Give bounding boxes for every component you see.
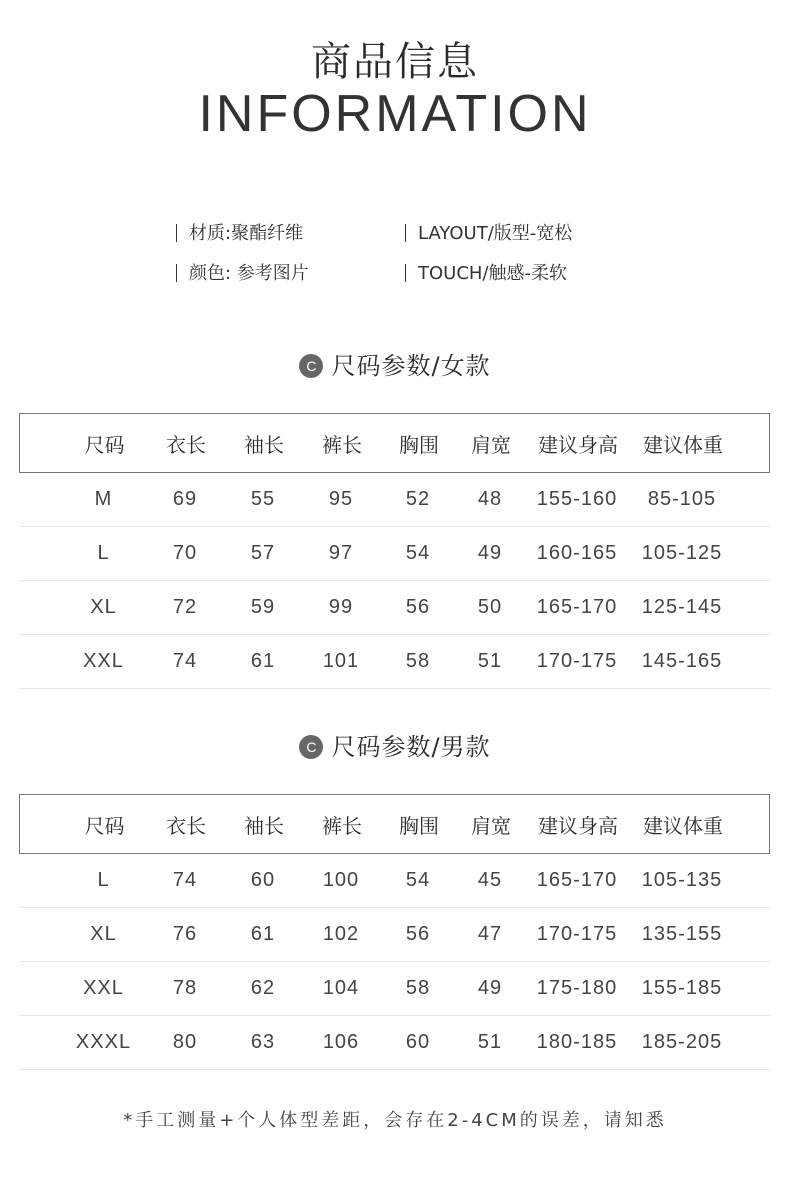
header-cell: 衣长 [166, 432, 206, 457]
table-cell: 99 [328, 596, 354, 618]
header-cell: 肩宽 [471, 813, 511, 838]
table-row [19, 635, 770, 689]
header-cell: 建议体重 [643, 432, 723, 457]
info-touch [405, 259, 567, 285]
header-cell: 裤长 [322, 432, 362, 457]
table-cell: 54 [405, 542, 431, 564]
table-cell: XXXL [75, 1031, 132, 1053]
table-cell: 59 [250, 596, 276, 618]
table-cell: 63 [250, 1031, 276, 1053]
header-cell: 衣长 [166, 813, 206, 838]
women-section-title-text: 尺码参数/女款 [331, 352, 491, 380]
table-cell: XXL [83, 977, 124, 999]
table-cell: 155-185 [641, 977, 723, 999]
men-size-table [19, 794, 770, 1070]
page-subtitle: INFORMATION [198, 85, 592, 143]
header-cell: 袖长 [244, 432, 284, 457]
table-cell: 106 [322, 1031, 360, 1053]
table-cell: XL [90, 923, 117, 945]
table-cell: 180-185 [536, 1031, 618, 1053]
table-cell: 100 [322, 869, 360, 891]
table-cell: 101 [322, 650, 360, 672]
table-cell: XXL [83, 650, 124, 672]
table-cell: 175-180 [536, 977, 618, 999]
table-cell: 51 [477, 650, 503, 672]
table-cell: 105-135 [641, 869, 723, 891]
table-cell: 60 [250, 869, 276, 891]
copyright-icon: C [299, 354, 323, 378]
table-header [19, 413, 770, 473]
divider-bar [405, 264, 406, 282]
info-layout [405, 219, 572, 245]
info-color-text: 颜色: 参考图片 [189, 263, 309, 284]
table-cell: 58 [405, 977, 431, 999]
table-cell: 125-145 [641, 596, 723, 618]
table-header [19, 794, 770, 854]
info-layout-text: LAYOUT/版型-宽松 [418, 223, 573, 244]
header-cell: 裤长 [322, 813, 362, 838]
measurement-note: *手工测量+个人体型差距，会存在2-4CM的误差，请知悉 [123, 1110, 667, 1131]
table-row [19, 1016, 770, 1070]
header-cell: 胸围 [399, 813, 439, 838]
table-cell: XL [90, 596, 117, 618]
table-cell: 56 [405, 923, 431, 945]
table-cell: 47 [477, 923, 503, 945]
table-row [19, 962, 770, 1016]
table-cell: 102 [322, 923, 360, 945]
table-cell: 72 [172, 596, 198, 618]
table-cell: 104 [322, 977, 360, 999]
page-title: 商品信息 [311, 39, 479, 85]
header-cell: 建议身高 [538, 432, 618, 457]
header-cell: 尺码 [84, 432, 125, 457]
table-cell: 69 [172, 488, 198, 510]
table-cell: 61 [250, 923, 276, 945]
table-cell: 61 [250, 650, 276, 672]
table-cell: 60 [405, 1031, 431, 1053]
table-cell: 76 [172, 923, 198, 945]
table-cell: 165-170 [536, 869, 618, 891]
table-cell: 62 [250, 977, 276, 999]
table-cell: 155-160 [536, 488, 618, 510]
table-cell: 45 [477, 869, 503, 891]
table-cell: 52 [405, 488, 431, 510]
table-body [19, 473, 770, 689]
table-cell: L [97, 869, 110, 891]
table-cell: 80 [172, 1031, 198, 1053]
header-cell: 建议体重 [643, 813, 723, 838]
table-cell: 58 [405, 650, 431, 672]
info-touch-text: TOUCH/触感-柔软 [418, 263, 568, 284]
table-cell: 55 [250, 488, 276, 510]
table-cell: 70 [172, 542, 198, 564]
table-cell: 50 [477, 596, 503, 618]
header-cell: 胸围 [399, 432, 439, 457]
table-cell: 160-165 [536, 542, 618, 564]
table-row [19, 581, 770, 635]
header-cell: 尺码 [84, 813, 125, 838]
table-cell: 49 [477, 542, 503, 564]
table-cell: 74 [172, 869, 198, 891]
table-cell: 135-155 [641, 923, 723, 945]
table-cell: 85-105 [647, 488, 717, 510]
table-cell: 97 [328, 542, 354, 564]
divider-bar [405, 224, 406, 242]
table-cell: 51 [477, 1031, 503, 1053]
men-section-title [0, 727, 790, 762]
copyright-icon: C [299, 735, 323, 759]
table-cell: 170-175 [536, 650, 618, 672]
table-cell: 54 [405, 869, 431, 891]
table-row [19, 854, 770, 908]
header-cell: 建议身高 [538, 813, 618, 838]
info-material [176, 219, 303, 245]
table-cell: 105-125 [641, 542, 723, 564]
men-section-title-text: 尺码参数/男款 [331, 733, 491, 761]
table-row [19, 473, 770, 527]
table-cell: 57 [250, 542, 276, 564]
divider-bar [176, 264, 177, 282]
table-row [19, 527, 770, 581]
women-size-table [19, 413, 770, 689]
table-cell: 95 [328, 488, 354, 510]
info-material-text: 材质:聚酯纤维 [189, 223, 304, 244]
header-cell: 袖长 [244, 813, 284, 838]
table-cell: 48 [477, 488, 503, 510]
info-color [176, 259, 309, 285]
divider-bar [176, 224, 177, 242]
table-cell: 56 [405, 596, 431, 618]
table-cell: 74 [172, 650, 198, 672]
table-cell: M [94, 488, 113, 510]
table-cell: 165-170 [536, 596, 618, 618]
table-cell: 49 [477, 977, 503, 999]
table-cell: 78 [172, 977, 198, 999]
table-row [19, 908, 770, 962]
table-cell: L [97, 542, 110, 564]
women-section-title [0, 346, 790, 381]
table-cell: 170-175 [536, 923, 618, 945]
header-cell: 肩宽 [471, 432, 511, 457]
table-cell: 145-165 [641, 650, 723, 672]
table-body [19, 854, 770, 1070]
table-cell: 185-205 [641, 1031, 723, 1053]
